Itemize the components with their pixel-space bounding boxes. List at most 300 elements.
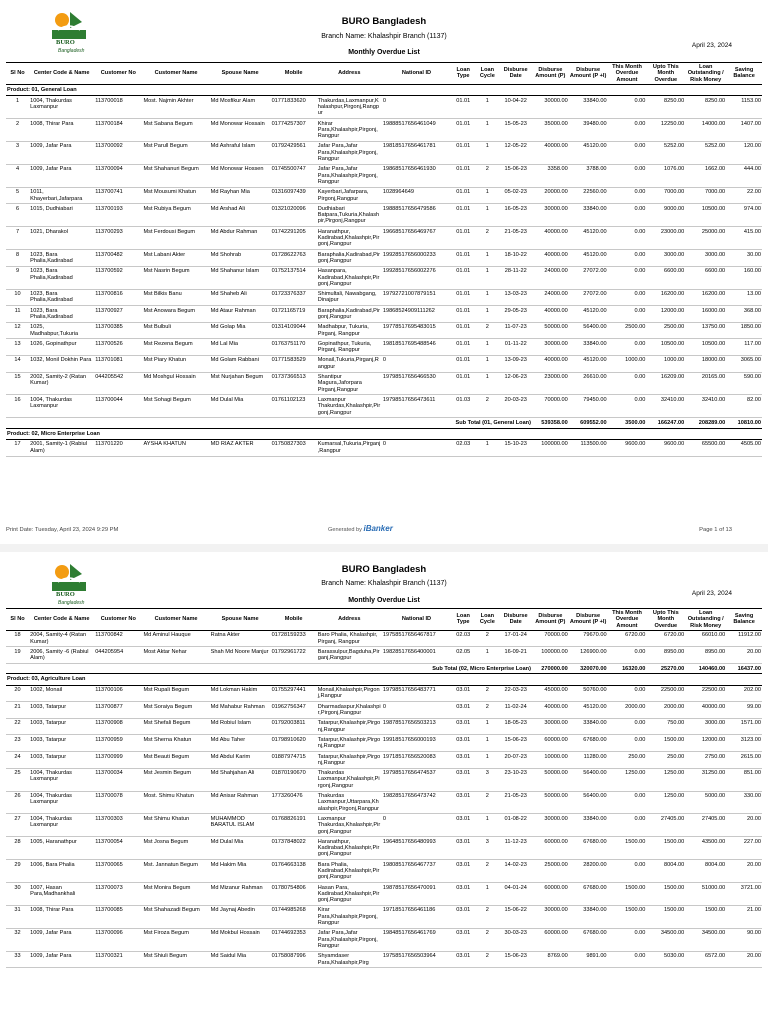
col-header-customer-no: Customer No — [94, 63, 142, 85]
cell-disburse-amount: 40000.00 — [532, 227, 569, 250]
cell-center: 1023, Bara Phalia,Kadirabad — [29, 306, 94, 323]
cell-address: Dudhiabari Batpara,Tukuria,Khalashpir,Pirgonj,Rangpur — [317, 204, 382, 227]
cell-customer-no: 113700034 — [94, 768, 142, 791]
cell-center: 1003, Tatarpur — [29, 735, 94, 752]
cell-customer-no: 113700092 — [94, 141, 142, 164]
cell-upto-overdue: 9000.00 — [646, 204, 685, 227]
cell-disburse-amount: 10000.00 — [532, 752, 569, 769]
subtotal-row — [6, 664, 762, 674]
cell-saving-balance: 30.00 — [726, 250, 762, 267]
table-row — [6, 119, 762, 142]
cell-national-id: 19778517695483015 — [382, 322, 451, 339]
cell-center: 2001, Samity-1 (Rabiul Alam) — [29, 439, 94, 456]
cell-disburse-amount: 100000.00 — [532, 647, 569, 664]
cell-disburse-amount: 30000.00 — [532, 96, 569, 119]
cell-outstanding: 2750.00 — [685, 752, 726, 769]
cell-loan-type: 01.01 — [451, 250, 475, 267]
cell-outstanding: 1500.00 — [685, 905, 726, 928]
cell-disburse-amount-pi: 33840.00 — [569, 204, 608, 227]
cell-national-id: 19792721007879151 — [382, 289, 451, 306]
product-heading: Product: 03, Agriculture Loan — [6, 674, 762, 685]
cell-center: 1003, Tatarpur — [29, 718, 94, 735]
col-header-disburse-date: Disburse Date — [499, 609, 532, 631]
cell-saving-balance: 202.00 — [726, 685, 762, 702]
cell-center: 1004, Thakurdas Laxmanpur — [29, 768, 94, 791]
table-row — [6, 685, 762, 702]
cell-mobile: 1773260476 — [271, 791, 317, 814]
cell-address: Kumarsal,Tukuria,Pirganj,Rangpur — [317, 439, 382, 456]
cell-loan-cycle: 1 — [475, 266, 499, 289]
subtotal-disburse-pi: 609552.00 — [569, 418, 608, 428]
cell-sl-no: 23 — [6, 735, 29, 752]
cell-disburse-amount: 100000.00 — [532, 439, 569, 456]
org-name: BURO Bangladesh — [341, 564, 427, 575]
cell-loan-cycle: 3 — [475, 768, 499, 791]
cell-customer-name: Most. Najmin Akhter — [142, 96, 209, 119]
branch-name: Branch Name: Khalashpir Branch (1137) — [321, 580, 447, 587]
cell-spouse-name: Md Monowar Hossen — [210, 164, 271, 187]
cell-saving-balance: 3123.00 — [726, 735, 762, 752]
cell-customer-no: 113700054 — [94, 837, 142, 860]
cell-center: 1023, Bara Phalia,Kadirabad — [29, 289, 94, 306]
cell-customer-name: Mst Nasrin Begum — [142, 266, 209, 289]
cell-saving-balance: 415.00 — [726, 227, 762, 250]
table-row — [6, 860, 762, 883]
cell-loan-cycle: 1 — [475, 718, 499, 735]
cell-customer-no: 113700908 — [94, 718, 142, 735]
cell-sl-no: 28 — [6, 837, 29, 860]
cell-address: Madhabpur, Tukuria, Pirganj, Rangpur — [317, 322, 382, 339]
cell-disburse-amount-pi: 56400.00 — [569, 768, 608, 791]
cell-loan-cycle: 1 — [475, 306, 499, 323]
cell-customer-name: Mst Rezena Begum — [142, 339, 209, 356]
cell-disburse-date: 14-02-23 — [499, 860, 532, 883]
cell-national-id: 19928517656002276 — [382, 266, 451, 289]
cell-disburse-amount-pi: 28200.00 — [569, 860, 608, 883]
cell-outstanding: 1662.00 — [685, 164, 726, 187]
subtotal-disburse: 539358.00 — [532, 418, 569, 428]
cell-address: Laxmanpur Thakurdas,Khalashpir,Pirgonj,Rangpur — [317, 395, 382, 418]
cell-upto-overdue: 23000.00 — [646, 227, 685, 250]
cell-disburse-date: 11-07-23 — [499, 322, 532, 339]
cell-customer-name: AYSHA KHATUN — [142, 439, 209, 456]
cell-mobile: 01761102123 — [271, 395, 317, 418]
cell-loan-cycle: 2 — [475, 702, 499, 719]
cell-loan-cycle: 1 — [475, 141, 499, 164]
table-row — [6, 250, 762, 267]
cell-upto-overdue: 16200.00 — [646, 289, 685, 306]
cell-saving-balance: 13.00 — [726, 289, 762, 306]
cell-saving-balance: 90.00 — [726, 928, 762, 951]
cell-disburse-date: 15-06-22 — [499, 905, 532, 928]
cell-customer-no: 113700999 — [94, 752, 142, 769]
page-number: Page 1 of 13 — [699, 527, 732, 533]
cell-loan-type: 01.01 — [451, 187, 475, 204]
col-header-saving-balance: Saving Balance — [726, 609, 762, 631]
cell-mobile: 01798910620 — [271, 735, 317, 752]
col-header-customer-name: Customer Name — [142, 609, 209, 631]
cell-national-id: 19818517695488546 — [382, 339, 451, 356]
cell-month-overdue: 0.00 — [608, 306, 647, 323]
cell-disburse-amount-pi: 67680.00 — [569, 735, 608, 752]
cell-spouse-name: MD RIAZ AKTER — [210, 439, 271, 456]
cell-sl-no: 20 — [6, 685, 29, 702]
cell-sl-no: 18 — [6, 630, 29, 647]
logo-text: BURO — [56, 591, 75, 598]
cell-upto-overdue: 5252.00 — [646, 141, 685, 164]
cell-customer-name: Mst Shefali Begum — [142, 718, 209, 735]
cell-address: Hasanpara, Kadirabad,Khalashpir,Pirgonj,Rangpur — [317, 266, 382, 289]
cell-sl-no: 4 — [6, 164, 29, 187]
cell-spouse-name: Md Shahanur Islam — [210, 266, 271, 289]
cell-upto-overdue: 34500.00 — [646, 928, 685, 951]
col-header-month-overdue: This Month Overdue Amount — [608, 63, 647, 85]
cell-outstanding: 66010.00 — [685, 630, 726, 647]
cell-loan-type: 01.03 — [451, 395, 475, 418]
cell-address: Kirar Para,Khalashpir,Pirgonj,Rangpur — [317, 905, 382, 928]
table-row — [6, 355, 762, 372]
col-header-center: Center Code & Name — [29, 63, 94, 85]
col-header-disburse-amount-pi: Disburse Amount (P +I) — [569, 63, 608, 85]
cell-disburse-amount-pi: 33840.00 — [569, 339, 608, 356]
cell-sl-no: 19 — [6, 647, 29, 664]
cell-customer-name: Mst Jesmin Begum — [142, 768, 209, 791]
cell-center: 1002, Monail — [29, 685, 94, 702]
cell-month-overdue: 0.00 — [608, 266, 647, 289]
cell-disburse-amount: 60000.00 — [532, 837, 569, 860]
cell-outstanding: 25000.00 — [685, 227, 726, 250]
cell-loan-cycle: 2 — [475, 630, 499, 647]
cell-address: Hasan Para, Kadirabad,Khalashpir,Pirgonj,Rangpur — [317, 883, 382, 906]
cell-saving-balance: 82.00 — [726, 395, 762, 418]
cell-upto-overdue: 750.00 — [646, 718, 685, 735]
table-row — [6, 439, 762, 456]
subtotal-saving: 10810.00 — [726, 418, 762, 428]
cell-loan-type: 03.01 — [451, 928, 475, 951]
cell-disburse-amount: 40000.00 — [532, 250, 569, 267]
cell-spouse-name: Md Mahabur Rahman — [210, 702, 271, 719]
table-row — [6, 227, 762, 250]
cell-disburse-amount-pi: 79450.00 — [569, 395, 608, 418]
cell-sl-no: 13 — [6, 339, 29, 356]
cell-loan-type: 01.01 — [451, 96, 475, 119]
cell-customer-name: Mst Monira Begum — [142, 883, 209, 906]
table-row — [6, 141, 762, 164]
cell-customer-name: Mst Bilkis Banu — [142, 289, 209, 306]
cell-month-overdue: 0.00 — [608, 928, 647, 951]
cell-saving-balance: 4505.00 — [726, 439, 762, 456]
subtotal-disburse-pi: 320070.00 — [569, 664, 608, 674]
cell-disburse-date: 04-01-24 — [499, 883, 532, 906]
cell-outstanding: 43500.00 — [685, 837, 726, 860]
cell-disburse-amount-pi: 45120.00 — [569, 141, 608, 164]
cell-disburse-date: 22-03-23 — [499, 685, 532, 702]
cell-customer-no: 113700085 — [94, 905, 142, 928]
cell-disburse-amount: 60000.00 — [532, 928, 569, 951]
cell-spouse-name: Md Dulal Mia — [210, 395, 271, 418]
cell-center: 1023, Bara Phalia,Kadirabad — [29, 266, 94, 289]
cell-upto-overdue: 6720.00 — [646, 630, 685, 647]
cell-month-overdue: 0.00 — [608, 814, 647, 837]
cell-disburse-amount-pi: 27072.00 — [569, 266, 608, 289]
cell-loan-type: 03.01 — [451, 768, 475, 791]
cell-outstanding: 14000.00 — [685, 119, 726, 142]
cell-customer-no: 113700018 — [94, 96, 142, 119]
cell-upto-overdue: 250.00 — [646, 752, 685, 769]
cell-saving-balance: 227.00 — [726, 837, 762, 860]
cell-mobile: 01737366513 — [271, 372, 317, 395]
cell-month-overdue: 0.00 — [608, 164, 647, 187]
cell-center: 1008, Thirar Para — [29, 905, 94, 928]
cell-spouse-name: Md Ashraful Islam — [210, 141, 271, 164]
cell-disburse-amount-pi: 9891.00 — [569, 951, 608, 968]
cell-center: 1021, Dharakol — [29, 227, 94, 250]
cell-loan-cycle: 1 — [475, 647, 499, 664]
cell-sl-no: 15 — [6, 372, 29, 395]
cell-customer-name: Mst Parull Begum — [142, 141, 209, 164]
cell-national-id: 19828517656473742 — [382, 791, 451, 814]
cell-spouse-name: Shah Md Noore Manjur — [210, 647, 271, 664]
cell-upto-overdue: 5030.00 — [646, 951, 685, 968]
cell-loan-cycle: 3 — [475, 837, 499, 860]
cell-loan-type: 01.01 — [451, 266, 475, 289]
cell-sl-no: 26 — [6, 791, 29, 814]
cell-outstanding: 3000.00 — [685, 250, 726, 267]
cell-sl-no: 3 — [6, 141, 29, 164]
cell-month-overdue: 0.00 — [608, 735, 647, 752]
cell-upto-overdue: 27405.00 — [646, 814, 685, 837]
overdue-table — [6, 608, 762, 968]
cell-sl-no: 21 — [6, 702, 29, 719]
cell-loan-type: 03.01 — [451, 791, 475, 814]
cell-sl-no: 32 — [6, 928, 29, 951]
cell-address: Baraphalia,Kadirabad,Pirgonj,Rangpur — [317, 306, 382, 323]
cell-disburse-date: 01-11-22 — [499, 339, 532, 356]
cell-loan-cycle: 2 — [475, 791, 499, 814]
cell-saving-balance: 1407.00 — [726, 119, 762, 142]
cell-upto-overdue: 3000.00 — [646, 250, 685, 267]
cell-center: 1003, Tatarpur — [29, 702, 94, 719]
cell-address: Thakurdas,Laxmanpur,Khalashpur,Pirgonj,Rangpur — [317, 96, 382, 119]
cell-outstanding: 8950.00 — [685, 647, 726, 664]
cell-disburse-amount-pi: 67680.00 — [569, 837, 608, 860]
cell-spouse-name: Md Shohrab — [210, 250, 271, 267]
cell-address: Khirar Para,Khalashpir,Pirgonj,Rangpur — [317, 119, 382, 142]
generated-by — [328, 524, 393, 533]
cell-disburse-amount-pi: 33840.00 — [569, 96, 608, 119]
cell-loan-type: 01.01 — [451, 141, 475, 164]
cell-sl-no: 24 — [6, 752, 29, 769]
cell-loan-cycle: 2 — [475, 322, 499, 339]
cell-outstanding: 32410.00 — [685, 395, 726, 418]
cell-upto-overdue: 1250.00 — [646, 768, 685, 791]
cell-outstanding: 22500.00 — [685, 685, 726, 702]
cell-mobile: 01321020096 — [271, 204, 317, 227]
cell-loan-type: 01.01 — [451, 306, 475, 323]
cell-loan-type: 03.01 — [451, 718, 475, 735]
cell-upto-overdue: 1500.00 — [646, 905, 685, 928]
cell-saving-balance: 368.00 — [726, 306, 762, 323]
cell-upto-overdue: 12250.00 — [646, 119, 685, 142]
cell-outstanding: 10500.00 — [685, 339, 726, 356]
cell-customer-name: Mst Anowara Begum — [142, 306, 209, 323]
report-title: Monthly Overdue List — [348, 49, 420, 56]
col-header-center: Center Code & Name — [29, 609, 94, 631]
cell-national-id: 19798517656466530 — [382, 372, 451, 395]
cell-customer-no: 113700526 — [94, 339, 142, 356]
cell-center: 1004, Thakurdas Laxmanpur — [29, 395, 94, 418]
cell-national-id: 0 — [382, 355, 451, 372]
cell-saving-balance: 2615.00 — [726, 752, 762, 769]
cell-saving-balance: 99.00 — [726, 702, 762, 719]
subtotal-label: Sub Total (01, General Loan) — [6, 418, 532, 428]
cell-center: 1025, Madhabpur,Tukuria — [29, 322, 94, 339]
cell-customer-no: 113700816 — [94, 289, 142, 306]
col-header-disburse-amount: Disburse Amount (P) — [532, 609, 569, 631]
subtotal-outstanding: 208289.00 — [685, 418, 726, 428]
cell-saving-balance: 3721.00 — [726, 883, 762, 906]
cell-disburse-date: 30-03-23 — [499, 928, 532, 951]
cell-upto-overdue: 8950.00 — [646, 647, 685, 664]
cell-saving-balance: 20.00 — [726, 951, 762, 968]
cell-customer-name: Mst Shiuli Begum — [142, 951, 209, 968]
cell-month-overdue: 0.00 — [608, 96, 647, 119]
cell-spouse-name: Md Jaynaj Abedin — [210, 905, 271, 928]
cell-disburse-amount: 50000.00 — [532, 768, 569, 791]
cell-disburse-amount: 23000.00 — [532, 372, 569, 395]
cell-disburse-date: 15-10-23 — [499, 439, 532, 456]
cell-disburse-amount: 24000.00 — [532, 266, 569, 289]
cell-address: Thakurdas Laxmanpur,Uttarpara,Khalashpir,Pirgonj,Rangpur — [317, 791, 382, 814]
cell-customer-name: Mst Firoza Begum — [142, 928, 209, 951]
cell-address: Jafar Para,Jafar Para,Khalashpir,Pirgonj,Rangpur — [317, 141, 382, 164]
cell-sl-no: 8 — [6, 250, 29, 267]
cell-center: 1032, Monil Dokhin Para — [29, 355, 94, 372]
table-row — [6, 951, 762, 968]
cell-loan-type: 01.01 — [451, 289, 475, 306]
cell-outstanding: 34500.00 — [685, 928, 726, 951]
cell-spouse-name: Md Golam Rabbani — [210, 355, 271, 372]
cell-spouse-name: Md Shaheb Ali — [210, 289, 271, 306]
cell-loan-type: 02.03 — [451, 439, 475, 456]
cell-address: Tatarpur,Khalashpir,Pirgonj,Rangpur — [317, 718, 382, 735]
cell-month-overdue: 250.00 — [608, 752, 647, 769]
cell-address: Tatarpur,Khalashpir,Pirgonj,Rangpur — [317, 752, 382, 769]
cell-saving-balance: 117.00 — [726, 339, 762, 356]
cell-mobile: 01792003811 — [271, 718, 317, 735]
cell-customer-name: Mst Sabana Begum — [142, 119, 209, 142]
subtotal-saving: 16437.00 — [726, 664, 762, 674]
cell-month-overdue: 0.00 — [608, 951, 647, 968]
cell-spouse-name: Md Anisar Rahman — [210, 791, 271, 814]
cell-month-overdue: 0.00 — [608, 119, 647, 142]
cell-upto-overdue: 10500.00 — [646, 339, 685, 356]
cell-disburse-amount: 45000.00 — [532, 685, 569, 702]
table-row — [6, 164, 762, 187]
cell-sl-no: 30 — [6, 883, 29, 906]
cell-address: Haranathpur, Kadirabad,Khalashpir,Pirgonj,Rangpur — [317, 227, 382, 250]
cell-outstanding: 20165.00 — [685, 372, 726, 395]
cell-spouse-name: Md Golap Mia — [210, 322, 271, 339]
col-header-spouse-name: Spouse Name — [210, 609, 271, 631]
cell-disburse-amount: 30000.00 — [532, 204, 569, 227]
cell-disburse-amount: 50000.00 — [532, 791, 569, 814]
cell-spouse-name: Md Dulal Mia — [210, 837, 271, 860]
table-row — [6, 266, 762, 289]
col-header-sl-no: Sl No — [6, 609, 29, 631]
cell-outstanding: 13750.00 — [685, 322, 726, 339]
cell-month-overdue: 1500.00 — [608, 905, 647, 928]
cell-customer-no: 113700842 — [94, 630, 142, 647]
cell-outstanding: 3000.00 — [685, 718, 726, 735]
cell-disburse-date: 16-09-21 — [499, 647, 532, 664]
cell-spouse-name: Mst Nurjahan Begum — [210, 372, 271, 395]
cell-outstanding: 16000.00 — [685, 306, 726, 323]
cell-center: 1004, Thakurdas Laxmanpur — [29, 96, 94, 119]
col-header-disburse-date: Disburse Date — [499, 63, 532, 85]
cell-loan-type: 03.01 — [451, 905, 475, 928]
cell-customer-name: Mst Sohagi Begum — [142, 395, 209, 418]
cell-disburse-amount: 35000.00 — [532, 119, 569, 142]
cell-loan-type: 03.01 — [451, 814, 475, 837]
cell-mobile: 01744985268 — [271, 905, 317, 928]
subtotal-upto-overdue: 25270.00 — [646, 664, 685, 674]
cell-outstanding: 31250.00 — [685, 768, 726, 791]
cell-spouse-name: Md Mizanur Rahman — [210, 883, 271, 906]
table-row — [6, 928, 762, 951]
cell-mobile: 01745500747 — [271, 164, 317, 187]
cell-customer-name: Md Aminul Hauque — [142, 630, 209, 647]
cell-national-id: 19928517656000233 — [382, 250, 451, 267]
cell-month-overdue: 0.00 — [608, 339, 647, 356]
cell-disburse-amount-pi: 126900.00 — [569, 647, 608, 664]
table-row — [6, 204, 762, 227]
cell-disburse-date: 12-06-23 — [499, 372, 532, 395]
cell-loan-type: 02.05 — [451, 647, 475, 664]
cell-disburse-date: 16-05-23 — [499, 204, 532, 227]
cell-month-overdue: 0.00 — [608, 187, 647, 204]
cell-disburse-amount: 40000.00 — [532, 702, 569, 719]
cell-sl-no: 1 — [6, 96, 29, 119]
cell-loan-type: 03.01 — [451, 951, 475, 968]
cell-mobile: 01728622763 — [271, 250, 317, 267]
cell-center: 1026, Gopinathpur — [29, 339, 94, 356]
cell-outstanding: 10500.00 — [685, 204, 726, 227]
subtotal-upto-overdue: 166247.00 — [646, 418, 685, 428]
cell-disburse-amount-pi: 50760.00 — [569, 685, 608, 702]
col-header-disburse-amount-pi: Disburse Amount (P +I) — [569, 609, 608, 631]
cell-customer-name: Md Moshgul Hossain — [142, 372, 209, 395]
cell-loan-cycle: 1 — [475, 355, 499, 372]
cell-address: Baraphalia,Kadirabad,Pirgonj,Rangpur — [317, 250, 382, 267]
cell-customer-no: 113701081 — [94, 355, 142, 372]
cell-mobile: 01792429561 — [271, 141, 317, 164]
cell-national-id: 19798517656483771 — [382, 685, 451, 702]
cell-national-id: 19718517656461186 — [382, 905, 451, 928]
cell-customer-no: 113700044 — [94, 395, 142, 418]
cell-upto-overdue: 8250.00 — [646, 96, 685, 119]
cell-national-id: 1028964649 — [382, 187, 451, 204]
cell-loan-type: 01.01 — [451, 339, 475, 356]
cell-customer-name: Mst Josna Begum — [142, 837, 209, 860]
cell-sl-no: 33 — [6, 951, 29, 968]
cell-disburse-date: 05-02-23 — [499, 187, 532, 204]
table-header-row — [6, 609, 762, 631]
table-header-row — [6, 63, 762, 85]
cell-disburse-date: 15-05-23 — [499, 119, 532, 142]
cell-saving-balance: 21.00 — [726, 905, 762, 928]
cell-spouse-name: Md Monowar Hossain — [210, 119, 271, 142]
